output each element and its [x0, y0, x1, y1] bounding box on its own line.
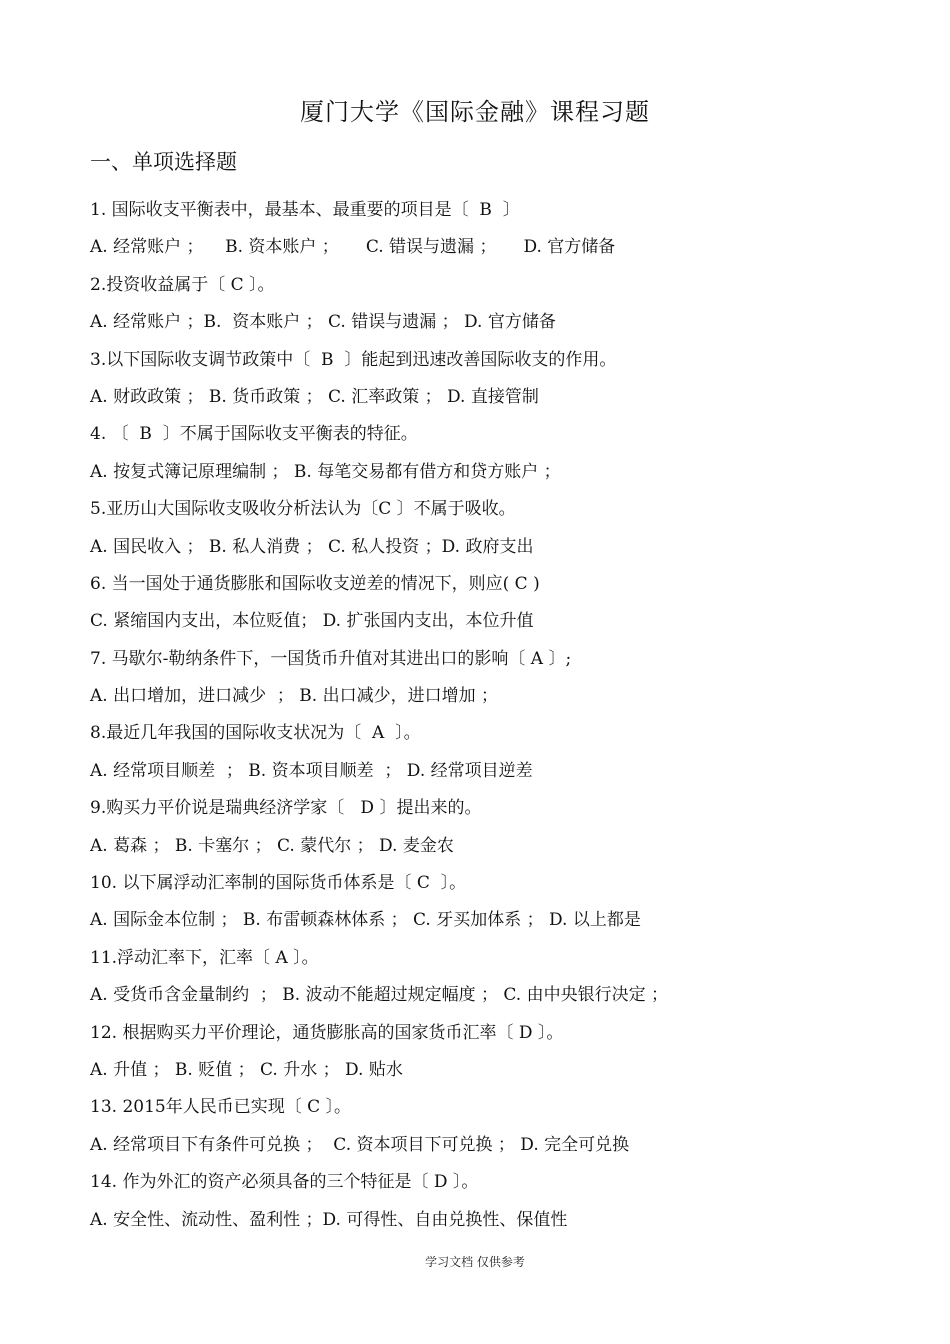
question-5: 5.亚历山大国际收支吸收分析法认为〔C 〕不属于吸收。 — [90, 499, 516, 520]
question-7: 7. 马歇尔-勒纳条件下，一国货币升值对其进出口的影响〔 A 〕; — [90, 648, 572, 669]
question-14: 14. 作为外汇的资产必须具备的三个特征是〔 D 〕。 — [90, 1172, 479, 1193]
question-1: 1. 国际收支平衡表中，最基本、最重要的项目是〔 B 〕 — [90, 200, 520, 220]
question-3-options: A. 财政政策 ； B. 货币政策 ； C. 汇率政策 ； D. 直接管制 — [90, 386, 539, 407]
question-10: 10. 以下属浮动汇率制的国际货币体系是〔 C 〕。 — [90, 873, 467, 894]
question-4-options: A. 按复式簿记原理编制 ； B. 每笔交易都有借方和贷方账户 ； — [90, 461, 561, 482]
document-title: 厦门大学《国际金融》课程习题 — [300, 98, 650, 126]
question-12: 12. 根据购买力平价理论，通货膨胀高的国家货币汇率〔 D 〕。 — [90, 1022, 564, 1043]
question-14-options: A. 安全性、流动性、盈利性 ；D. 可得性、自由兑换性、保值性 — [90, 1209, 568, 1230]
question-6: 6. 当一国处于通货膨胀和国际收支逆差的情况下，则应( C ) — [90, 573, 540, 594]
question-9: 9.购买力平价说是瑞典经济学家〔 D 〕提出来的。 — [90, 798, 482, 819]
question-list — [90, 192, 870, 1239]
question-10-options: A. 国际金本位制 ； B. 布雷顿森林体系 ； C. 牙买加体系 ； D. 以上都是 — [90, 910, 641, 931]
question-4: 4. 〔 B 〕不属于国际收支平衡表的特征。 — [90, 424, 418, 445]
question-8: 8.最近几年我国的国际收支状况为〔 A 〕。 — [90, 723, 421, 744]
question-3: 3.以下国际收支调节政策中〔 B 〕能起到迅速改善国际收支的作用。 — [90, 349, 617, 370]
question-2: 2.投资收益属于〔 C 〕。 — [90, 274, 275, 295]
section-heading: 一、单项选择题 — [90, 150, 237, 174]
question-9-options: A. 葛森 ； B. 卡塞尔 ； C. 蒙代尔 ； D. 麦金农 — [90, 835, 454, 856]
question-7-options: A. 出口增加，进口减少 ； B. 出口减少，进口增加 ； — [90, 686, 498, 707]
question-2-options: A. 经常账户 ；B. 资本账户 ； C. 错误与遗漏 ； D. 官方储备 — [90, 312, 556, 333]
question-11: 11.浮动汇率下，汇率〔 A 〕。 — [90, 947, 319, 968]
question-5-options: A. 国民收入 ； B. 私人消费 ； C. 私人投资 ；D. 政府支出 — [90, 536, 534, 557]
question-11-options: A. 受货币含金量制约 ； B. 波动不能超过规定幅度 ； C. 由中央银行决定 ； — [90, 985, 669, 1006]
page-footer: 学习文档 仅供参考 — [425, 1255, 525, 1269]
question-13-options: A. 经常项目下有条件可兑换 ； C. 资本项目下可兑换 ； D. 完全可兑换 — [90, 1134, 630, 1155]
question-13: 13. 2015年人民币已实现〔 C 〕。 — [90, 1097, 352, 1118]
question-12-options: A. 升值 ； B. 贬值 ； C. 升水 ； D. 贴水 — [90, 1059, 403, 1080]
question-8-options: A. 经常项目顺差 ； B. 资本项目顺差 ； D. 经常项目逆差 — [90, 760, 533, 781]
question-6-options: C. 紧缩国内支出，本位贬值； D. 扩张国内支出，本位升值 — [90, 611, 534, 632]
question-1-options: A. 经常账户 ； B. 资本账户 ； C. 错误与遗漏 ； D. 官方储备 — [90, 237, 616, 258]
